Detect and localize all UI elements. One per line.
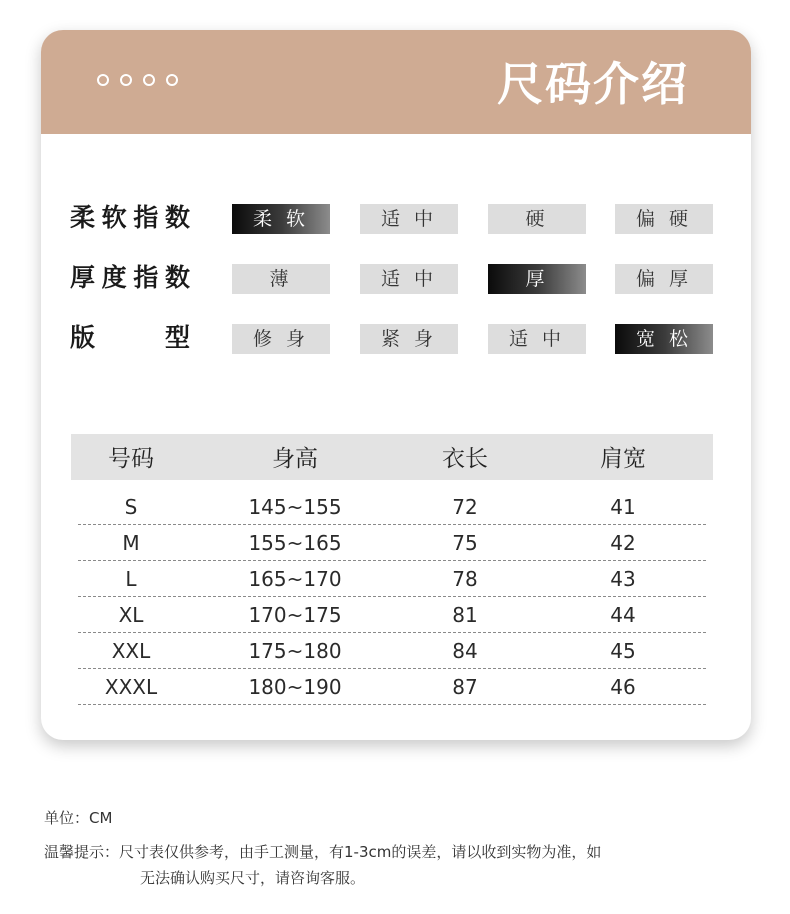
attribute-row <box>41 202 751 234</box>
attribute-label-char: 柔 <box>70 203 96 232</box>
table-row <box>78 596 706 633</box>
cell-height: 170~175 <box>248 603 342 627</box>
cell-shoulder: 43 <box>610 567 636 591</box>
attribute-option: 适 中 <box>360 204 458 234</box>
cell-length: 75 <box>452 531 478 555</box>
table-row <box>78 524 706 561</box>
table-row <box>78 668 706 705</box>
attribute-label-char: 版 <box>70 323 96 352</box>
cell-size: XL <box>118 603 144 627</box>
column-header-shoulder: 肩宽 <box>600 446 646 472</box>
cell-size: XXXL <box>104 675 158 699</box>
cell-shoulder: 45 <box>610 639 636 663</box>
cell-length: 81 <box>452 603 478 627</box>
attribute-option-selected: 宽 松 <box>615 324 713 354</box>
column-header-height: 身高 <box>272 446 318 472</box>
cell-shoulder: 42 <box>610 531 636 555</box>
decorative-dots <box>97 74 178 86</box>
attribute-label <box>70 202 190 234</box>
attribute-label-char: 厚 <box>70 263 96 292</box>
table-row <box>78 632 706 669</box>
card-header <box>41 30 751 134</box>
cell-height: 175~180 <box>248 639 342 663</box>
circle-icon <box>166 74 178 86</box>
attribute-option-selected: 厚 <box>488 264 586 294</box>
column-header-length: 衣长 <box>442 446 488 472</box>
attribute-label-char: 数 <box>164 203 190 232</box>
cell-height: 155~165 <box>248 531 342 555</box>
cell-shoulder: 46 <box>610 675 636 699</box>
circle-icon <box>143 74 155 86</box>
page-title: 尺码介绍 <box>497 57 689 111</box>
attribute-option-selected: 柔 软 <box>232 204 330 234</box>
tip-note-line1: 温馨提示：尺寸表仅供参考，由手工测量，有1-3cm的误差，请以收到实物为准，如 <box>44 843 602 861</box>
cell-size: XXL <box>111 639 151 663</box>
attribute-option: 适 中 <box>360 264 458 294</box>
circle-icon <box>97 74 109 86</box>
cell-length: 72 <box>452 495 478 519</box>
table-row <box>78 560 706 597</box>
attribute-label-char: 指 <box>133 203 159 232</box>
column-header-size: 号码 <box>108 446 154 472</box>
size-table-header <box>71 434 713 480</box>
cell-length: 78 <box>452 567 478 591</box>
attribute-label-char: 指 <box>133 263 159 292</box>
attribute-option: 偏 厚 <box>615 264 713 294</box>
circle-icon <box>120 74 132 86</box>
cell-shoulder: 41 <box>610 495 636 519</box>
attribute-label <box>70 322 190 354</box>
attribute-option: 紧 身 <box>360 324 458 354</box>
table-row <box>78 488 706 525</box>
cell-height: 165~170 <box>248 567 342 591</box>
attribute-option: 薄 <box>232 264 330 294</box>
attribute-row <box>41 262 751 294</box>
attribute-option: 适 中 <box>488 324 586 354</box>
attribute-label-char: 数 <box>164 263 190 292</box>
attribute-label-char: 型 <box>164 323 190 352</box>
attribute-option: 修 身 <box>232 324 330 354</box>
tip-note-line2: 无法确认购买尺寸，请咨询客服。 <box>140 869 366 887</box>
cell-size: L <box>125 567 137 591</box>
cell-length: 84 <box>452 639 478 663</box>
cell-height: 145~155 <box>248 495 342 519</box>
cell-length: 87 <box>452 675 478 699</box>
attribute-option: 硬 <box>488 204 586 234</box>
attribute-label-char: 软 <box>101 203 127 232</box>
cell-size: M <box>122 531 140 555</box>
cell-size: S <box>124 495 138 519</box>
unit-note: 单位：CM <box>44 809 113 827</box>
attribute-row <box>41 322 751 354</box>
cell-shoulder: 44 <box>610 603 636 627</box>
attribute-option: 偏 硬 <box>615 204 713 234</box>
attribute-label-char: 度 <box>101 263 127 292</box>
cell-height: 180~190 <box>248 675 342 699</box>
attribute-label <box>70 262 190 294</box>
size-guide-card <box>41 30 751 740</box>
